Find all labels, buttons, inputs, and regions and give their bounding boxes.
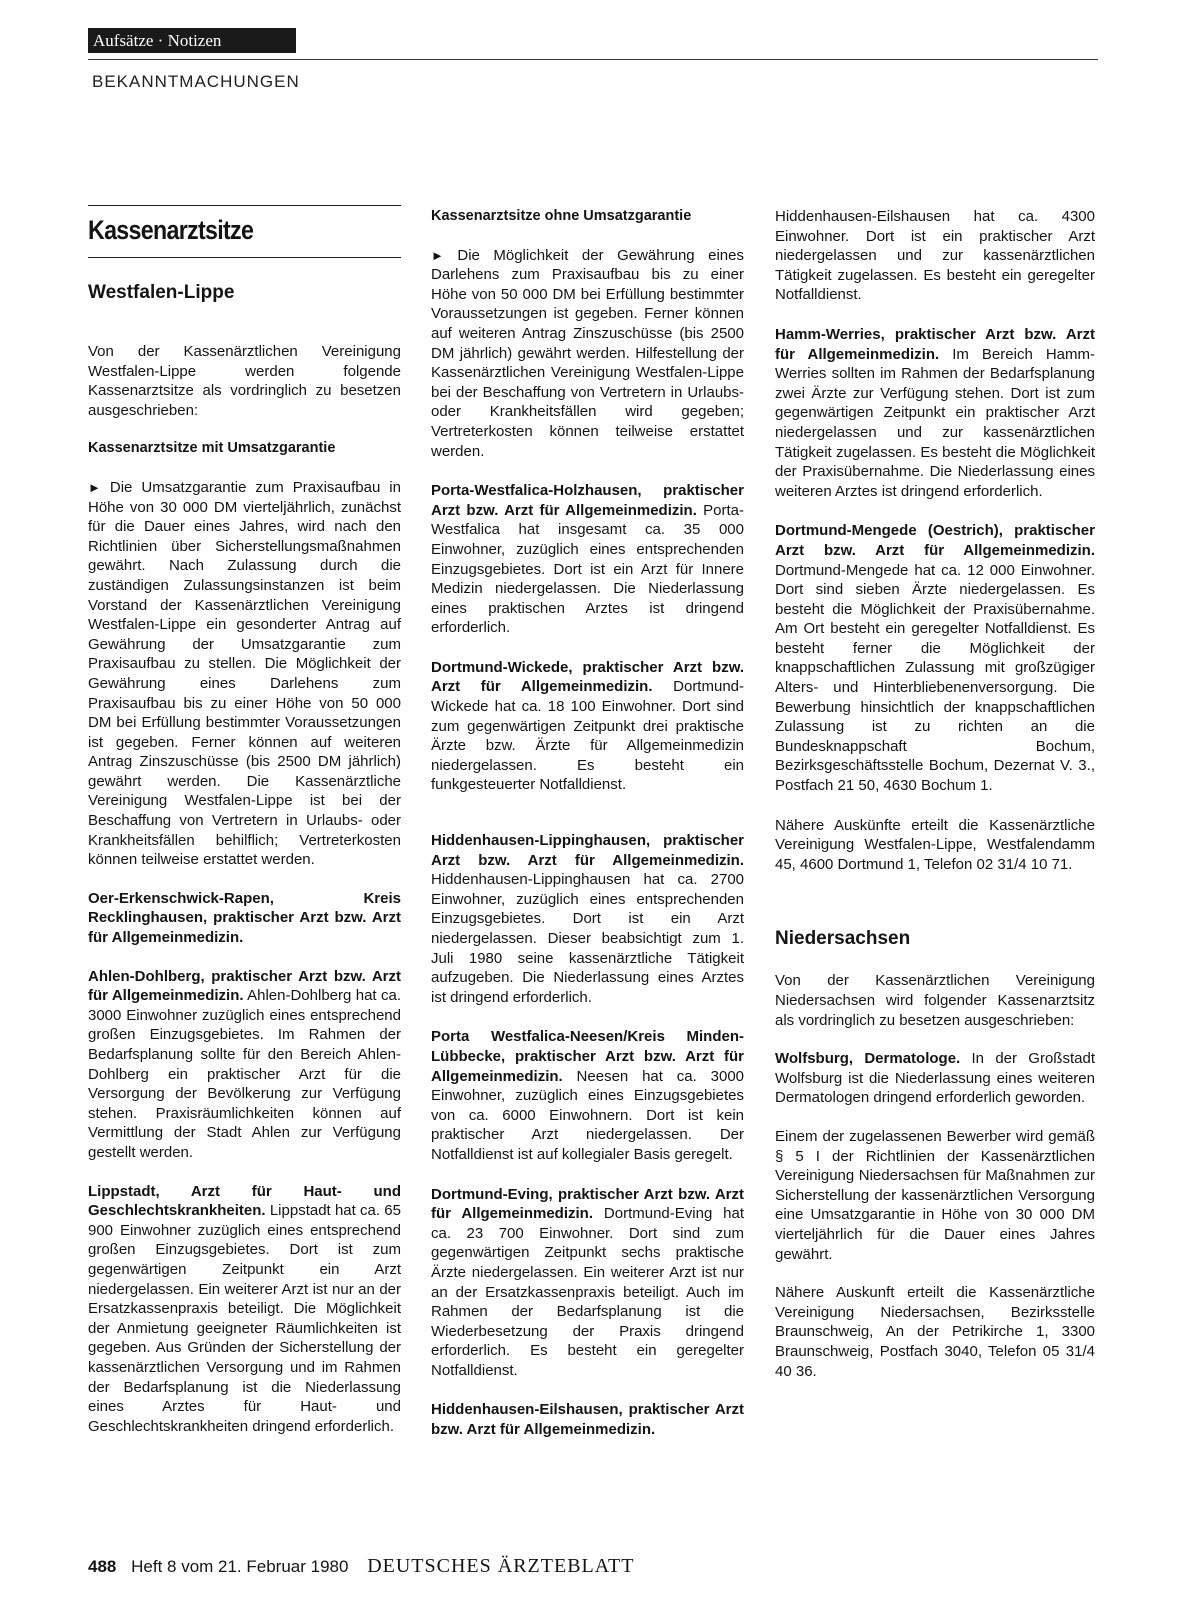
column-1 [88,205,401,1436]
mit-umsatzgarantie-text: ► Die Umsatzgarantie zum Praxisaufbau in Höhe von 30 000 DM vierteljährlich, zunächst für die Dauer eines Jahres, wird nach den Richtlinien über Sicherstellungsmaßnahmen gewährt. Nach Zulassung durch die zuständigen Zulassungsinstanzen ist beim Vorstand der Kassenärztlichen Vereinigung Westfalen-Lippe ein gesonderter Antrag auf Gewährung der Umsatzgarantie zum Praxisaufbau zu stellen. Die Möglichkeit der Gewährung eines Darlehens zum Praxisaufbau bis zu einer Höhe von 50 000 DM bei Erfüllung bestimmter Voraussetzungen ist gegeben. Ferner können auf weiteren Antrag Zinszuschüsse (bis 2500 DM jährlich) gewährt werden. Die Kassenärztliche Vereinigung Westfalen-Lippe ist bei der Beschaffung von Vertretern in Urlaubs- oder Krankheitsfällen behilflich; Vertreterkosten können teilweise erstattet werden. [88,478,401,869]
entry: Oer-Erkenschwick-Rapen, Kreis Recklinghausen, praktischer Arzt bzw. Arzt für Allgemeinmedizin. [88,889,401,947]
entry: Porta Westfalica-Neesen/Kreis Minden-Lübbecke, praktischer Arzt bzw. Arzt für Allgemeinmedizin. Neesen hat ca. 3000 Einwohner, zuzüglich eines Einzugsgebietes von ca. 6000 Einwohnern. Dort ist kein praktischer Arzt niedergelassen. Der Notfalldienst ist auf kollegialer Basis geregelt. [431,1028,744,1163]
page-number: 488 [88,1557,117,1576]
subheading-ohne-umsatzgarantie: Kassenarztsitze ohne Umsatzgarantie [431,208,692,224]
contact-niedersachsen: Nähere Auskunft erteilt die Kassenärztliche Vereinigung Niedersachsen, Bezirksstelle Braunschweig, An der Petrikirche 1, 3300 Braunschweig, Postfach 3040, Telefon 05 31/4 40 36. [775,1284,1095,1380]
entry: Hiddenhausen-Eilshausen, praktischer Arzt bzw. Arzt für Allgemeinmedizin. [431,1401,744,1439]
entry: Wolfsburg, Dermatologe. In der Großstadt Wolfsburg ist die Niederlassung eines weiteren Dermatologen dringend erforderlich geworden. [775,1050,1095,1107]
entry: Dortmund-Mengede (Oestrich), praktischer Arzt bzw. Arzt für Allgemeinmedizin. Dortmund-Mengede hat ca. 12 000 Einwohner. Dort sind sieben Ärzte niedergelassen. Es besteht die Möglichkeit der Praxisübernahme. Am Ort besteht ein geregelter Notfalldienst. Es besteht ferner die Möglichkeit der knappschaftlichen Zulassung mit großzügiger Alters- und Hinterbliebenenversorgung. Die Bewerbung hinsichtlich der knappschaftlichen Zulassung ist zu richten an die Bundesknappschaft Bochum, Bezirksgeschäftsstelle Bochum, Dezernat V. 3., Postfach 21 50, 4630 Bochum 1. [775,522,1095,795]
rubric-bar [88,28,296,53]
column-2 [431,207,744,1440]
header-rule [88,59,1098,60]
intro-niedersachsen: Von der Kassenärztlichen Vereinigung Niedersachsen wird folgender Kassenarztsitz als vordringlich zu besetzen ausgeschrieben: [775,972,1095,1029]
entry: Porta-Westfalica-Holzhausen, praktischer Arzt bzw. Arzt für Allgemeinmedizin. Porta-Westfalica hat insgesamt ca. 35 000 Einwohner, zuzüglich eines entsprechenden Einzugsgebietes. Dort ist ein Arzt für Innere Medizin niedergelassen. Die Niederlassung eines praktischen Arztes ist dringend erforderlich. [431,482,744,637]
magazine-name: DEUTSCHES ÄRZTEBLATT [367,1555,635,1577]
entry: Dortmund-Wickede, praktischer Arzt bzw. Arzt für Allgemeinmedizin. Dortmund-Wickede hat ca. 18 100 Einwohner. Dort sind zum gegenwärtigen Zeitpunkt drei praktische Ärzte bzw. Ärzte für Allgemeinmedizin niedergelassen. Es besteht ein funkgesteuerter Notfalldienst. [431,658,744,794]
region-heading-niedersachsen: Niedersachsen [775,928,911,950]
arrow-icon: ► [431,247,444,263]
entry: Ahlen-Dohlberg, praktischer Arzt bzw. Arzt für Allgemeinmedizin. Ahlen-Dohlberg hat ca. 3000 Einwohner zuzüglich eines entsprechend großen Einzugsgebietes. Im Rahmen der Bedarfsplanung sollte für den Bereich Ahlen-Dohlberg ein praktischer Arzt für die Versorgung der Bevölkerung zur Verfügung stehen. Praxisräumlichkeiten können auf Vermittlung der Stadt Ahlen zur Verfügung gestellt werden. [88,967,401,1161]
entry-continued: Hiddenhausen-Eilshausen hat ca. 4300 Einwohner. Dort ist ein praktischer Arzt niedergelassen und zur kassenärztlichen Tätigkeit zugelassen. Es besteht ein geregelter Notfalldienst. [775,208,1095,304]
entry: Lippstadt, Arzt für Haut- und Geschlechtskrankheiten. Lippstadt hat ca. 65 900 Einwohner zuzüglich eines entsprechend großen Einzugsgebietes. Dort ist zum gegenwärtigen Zeitpunkt ein Arzt niedergelassen. Ein weiterer Arzt ist nur an der Ersatzkassenpraxis beteiligt. Die Möglichkeit der Anmietung geeigneter Räumlichkeiten ist gegeben. Aus Gründen der Sicherstellung der kassenärztlichen Versorgung und im Rahmen der Bedarfsplanung ist die Niederlassung eines Arztes für Haut- und Geschlechtskrankheiten dringend erforderlich. [88,1182,401,1435]
entry: Hamm-Werries, praktischer Arzt bzw. Arzt für Allgemeinmedizin. Im Bereich Hamm-Werries sollten im Rahmen der Bedarfsplanung zwei Ärzte zur Verfügung stehen. Dort ist zum gegenwärtigen Zeitpunkt ein praktischer Arzt niedergelassen und zur kassenärztlichen Tätigkeit zugelassen. Es besteht die Möglichkeit der Praxisübernahme. Die Niederlassung eines weiteren Arztes ist dringend erforderlich. [775,325,1095,500]
issue-info: Heft 8 vom 21. Februar 1980 [131,1557,349,1576]
entry: Hiddenhausen-Lippinghausen, praktischer Arzt bzw. Arzt für Allgemeinmedizin. Hiddenhausen-Lippinghausen hat ca. 2700 Einwohner, zuzüglich eines entsprechenden Einzugsgebietes. Dort ist ein Arzt niedergelassen. Dieser beabsichtigt zum 1. Juli 1980 seine kassenärztliche Tätigkeit aufzugeben. Die Niederlassung eines Arztes ist dringend erforderlich. [431,832,744,1006]
column-3 [775,207,1095,1381]
entry: Dortmund-Eving, praktischer Arzt bzw. Arzt für Allgemeinmedizin. Dortmund-Eving hat ca. 23 700 Einwohner. Dort sind zum gegenwärtigen Zeitpunkt sechs praktische Ärzte niedergelassen. Ein weiterer Arzt ist nur an der Ersatzkassenpraxis beteiligt. Auch im Rahmen der Bedarfsplanung ist die Wiederbesetzung der Praxis dringend erforderlich. Es besteht ein geregelter Notfalldienst. [431,1185,745,1379]
garantie-niedersachsen: Einem der zugelassenen Bewerber wird gemäß § 5 I der Richtlinien der Kassenärztlichen Vereinigung Niedersachsen für Maßnahmen zur Sicherstellung der kassenärztlichen Versorgung eine Umsatzgarantie in Höhe von 30 000 DM vierteljährlich für die Dauer eines Jahres gewährt. [775,1127,1095,1263]
page-footer [88,1555,1098,1578]
region-heading-westfalen: Westfalen-Lippe [88,282,235,303]
article-title: Kassenarztsitze [88,215,254,245]
contact-westfalen: Nähere Auskünfte erteilt die Kassenärztliche Vereinigung Westfalen-Lippe, Westfalendamm 45, 4600 Dortmund 1, Telefon 02 31/4 10 71. [775,816,1095,873]
subheading-mit-umsatzgarantie: Kassenarztsitze mit Umsatzgarantie [88,440,336,457]
title-rule-bottom [88,257,401,258]
section-label: BEKANNTMACHUNGEN [92,72,300,91]
ohne-umsatzgarantie-text: ► Die Möglichkeit der Gewährung eines Darlehens zum Praxisaufbau bis zu einer Höhe von 50 000 DM bei Erfüllung bestimmter Voraussetzungen ist gegeben. Ferner können auf weiteren Antrag Zinszuschüsse (bis 2500 DM jährlich) gewährt werden. Hilfestellung der Kassenärztlichen Vereinigung Westfalen-Lippe bei der Beschaffung von Vertretern in Urlaubs- oder Krankheitsfällen wird gegeben; Vertreterkosten können teilweise erstattet werden. [431,246,744,460]
intro-westfalen: Von der Kassenärztlichen Vereinigung Westfalen-Lippe werden folgende Kassenarztsitze als vordringlich zu besetzen ausgeschrieben: [88,343,401,419]
arrow-icon: ► [88,479,101,495]
rubric-label: Aufsätze · Notizen [93,31,222,50]
title-rule-top [88,205,401,206]
